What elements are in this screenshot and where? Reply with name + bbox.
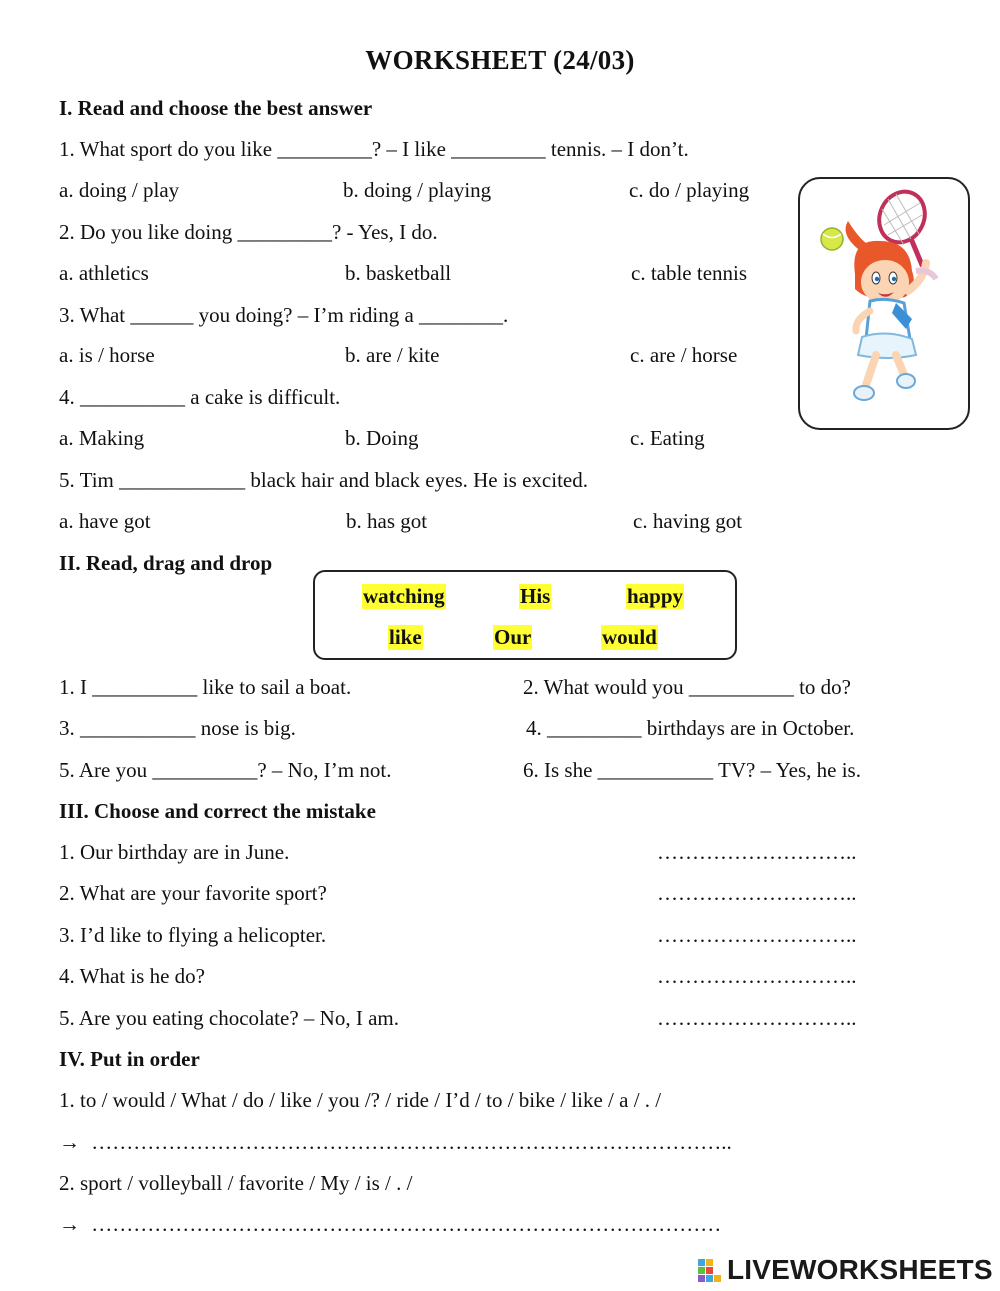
liveworksheets-logo <box>697 1252 997 1288</box>
word-chip-his[interactable]: His <box>520 584 551 608</box>
s1-q3-option-b[interactable]: b. are / kite <box>345 343 440 367</box>
arrow-right-icon: → <box>59 1212 80 1236</box>
s3-item-4: 4. What is he do? <box>59 964 205 988</box>
s1-q4-option-a[interactable]: a. Making <box>59 426 145 450</box>
word-chip-like[interactable]: like <box>389 625 422 649</box>
s1-question-2: 2. Do you like doing _________? - Yes, I do. <box>59 220 438 244</box>
s1-question-3: 3. What ______ you doing? – I’m riding a ________. <box>59 303 509 327</box>
s1-q3-option-a[interactable]: a. is / horse <box>59 343 155 367</box>
s1-q5-option-c[interactable]: c. having got <box>633 509 743 533</box>
s1-q5-option-b[interactable]: b. has got <box>346 509 428 533</box>
s1-q2-option-c[interactable]: c. table tennis <box>631 261 748 285</box>
s2-item-2[interactable]: 2. What would you __________ to do? <box>523 675 852 699</box>
s2-item-4[interactable]: 4. _________ birthdays are in October. <box>526 716 855 740</box>
s1-q2-option-b[interactable]: b. basketball <box>345 261 452 285</box>
arrow-right-icon: → <box>59 1130 80 1154</box>
s3-answer-2[interactable]: ……………………….. <box>657 881 857 905</box>
section-1-heading: I. Read and choose the best answer <box>59 96 373 120</box>
s1-question-1: 1. What sport do you like _________? – I like _________ tennis. – I don’t. <box>59 137 689 161</box>
s3-answer-4[interactable]: ……………………….. <box>657 964 857 988</box>
word-bank <box>313 570 737 660</box>
s3-item-3: 3. I’d like to flying a helicopter. <box>59 923 327 947</box>
s2-item-6[interactable]: 6. Is she ___________ TV? – Yes, he is. <box>523 758 861 782</box>
section-2-heading: II. Read, drag and drop <box>59 551 273 575</box>
s3-item-2: 2. What are your favorite sport? <box>59 881 327 905</box>
s1-q1-option-c[interactable]: c. do / playing <box>629 178 750 202</box>
s4-question-1: 1. to / would / What / do / like / you /? / ride / I’d / to / bike / like / a / . / <box>59 1088 662 1112</box>
s1-q3-option-c[interactable]: c. are / horse <box>630 343 738 367</box>
s1-question-5: 5. Tim ____________ black hair and black eyes. He is excited. <box>59 468 588 492</box>
illustration-frame <box>798 177 970 430</box>
s2-item-5[interactable]: 5. Are you __________? – No, I’m not. <box>59 758 392 782</box>
s1-q4-option-c[interactable]: c. Eating <box>630 426 705 450</box>
s1-q5-option-a[interactable]: a. have got <box>59 509 151 533</box>
s2-item-3[interactable]: 3. ___________ nose is big. <box>59 716 296 740</box>
word-chip-would[interactable]: would <box>602 625 657 649</box>
word-chip-watching[interactable]: watching <box>363 584 445 608</box>
s4-answer-row-1 <box>59 1130 732 1155</box>
s1-q4-option-b[interactable]: b. Doing <box>345 426 419 450</box>
logo-blocks-icon <box>697 1258 723 1286</box>
s1-q1-option-b[interactable]: b. doing / playing <box>343 178 492 202</box>
tennis-ball-icon <box>821 228 843 250</box>
s4-answer-line-1[interactable]: ……………………………………………………………………………….. <box>91 1130 732 1154</box>
s3-answer-5[interactable]: ……………………….. <box>657 1006 857 1030</box>
s3-item-5: 5. Are you eating chocolate? – No, I am. <box>59 1006 399 1030</box>
section-4-heading: IV. Put in order <box>59 1047 200 1071</box>
tennis-girl-illustration <box>800 179 968 428</box>
s4-question-2: 2. sport / volleyball / favorite / My / is / . / <box>59 1171 413 1195</box>
section-3-heading: III. Choose and correct the mistake <box>59 799 376 823</box>
s1-q2-option-a[interactable]: a. athletics <box>59 261 149 285</box>
s4-answer-line-2[interactable]: ……………………………………………………………………………… <box>91 1212 722 1236</box>
word-chip-happy[interactable]: happy <box>627 584 684 608</box>
s2-item-1[interactable]: 1. I __________ like to sail a boat. <box>59 675 352 699</box>
page-title: WORKSHEET (24/03) <box>365 45 635 75</box>
s3-answer-3[interactable]: ……………………….. <box>657 923 857 947</box>
s3-item-1: 1. Our birthday are in June. <box>59 840 290 864</box>
footer-brand: LIVEWORKSHEETS <box>727 1254 993 1285</box>
s3-answer-1[interactable]: ……………………….. <box>657 840 857 864</box>
s1-q1-option-a[interactable]: a. doing / play <box>59 178 180 202</box>
word-chip-our[interactable]: Our <box>494 625 532 649</box>
s4-answer-row-2 <box>59 1212 721 1237</box>
s1-question-4: 4. __________ a cake is difficult. <box>59 385 341 409</box>
